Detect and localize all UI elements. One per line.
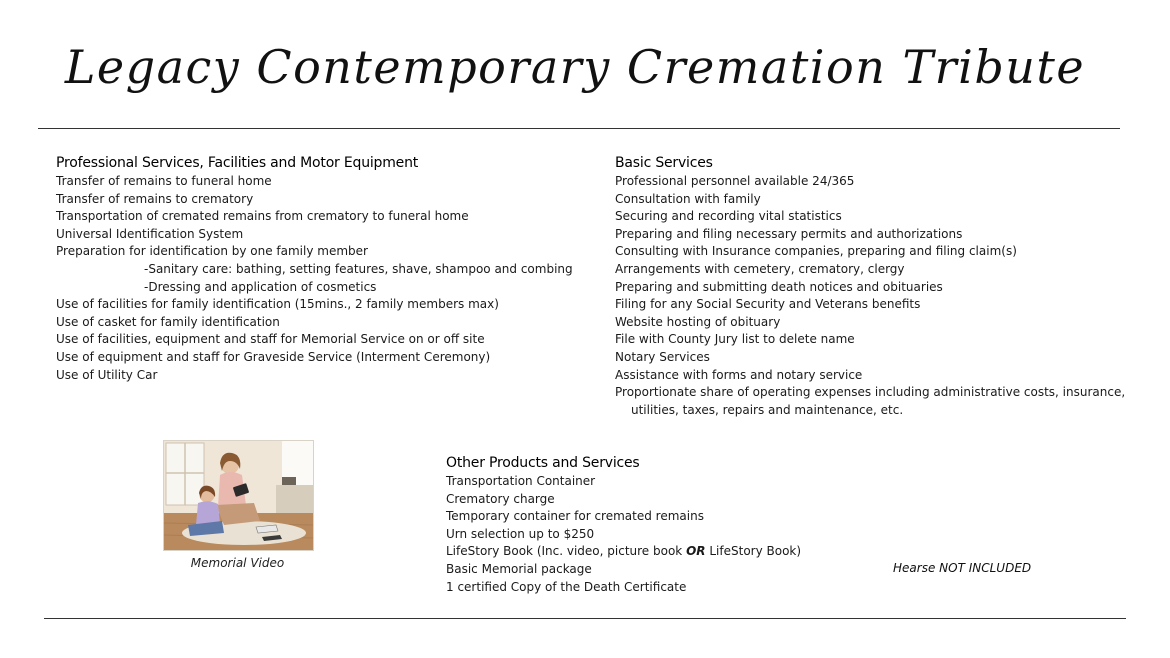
list-item: Filing for any Social Security and Veterans benefits — [615, 297, 921, 312]
list-item: Website hosting of obituary — [615, 314, 781, 329]
list-item: Notary Services — [615, 349, 710, 364]
photo-caption: Memorial Video — [190, 556, 285, 570]
list-item: 1 certified Copy of the Death Certificate — [446, 579, 687, 594]
list-subitem: -Dressing and application of cosmetics — [144, 279, 377, 294]
lifestory-text-part1: LifeStory Book (Inc. video, picture book — [446, 544, 683, 559]
professional-services-list — [56, 173, 573, 384]
list-item: Preparing and submitting death notices and obituaries — [615, 279, 943, 294]
list-item-continuation: utilities, taxes, repairs and maintenance, etc. — [631, 402, 904, 417]
list-item: Consultation with family — [615, 191, 761, 206]
list-subitem: -Sanitary care: bathing, setting features, shave, shampoo and combing — [144, 261, 573, 276]
hearse-note: Hearse NOT INCLUDED — [893, 561, 1032, 575]
lifestory-or-emphasis: OR — [686, 544, 706, 559]
list-item: File with County Jury list to delete name — [615, 332, 855, 347]
list-item: Professional personnel available 24/365 — [615, 174, 855, 188]
list-item: Transfer of remains to funeral home — [56, 174, 272, 188]
professional-services-heading: Professional Services, Facilities and Motor Equipment — [56, 155, 419, 171]
professional-services-section — [56, 154, 573, 384]
list-item: Use of Utility Car — [56, 367, 158, 382]
list-item: Universal Identification System — [56, 226, 244, 241]
list-item-lifestory — [446, 543, 801, 561]
list-item: Arrangements with cemetery, crematory, clergy — [615, 261, 905, 276]
list-item: Temporary container for cremated remains — [446, 509, 704, 524]
list-item: Basic Memorial package — [446, 561, 592, 576]
list-item: Use of casket for family identification — [56, 314, 280, 329]
other-products-section — [446, 454, 801, 596]
list-item: Transportation Container — [446, 474, 596, 488]
list-item: Crematory charge — [446, 491, 555, 506]
lifestory-text-part2: LifeStory Book) — [709, 544, 802, 559]
memorial-video-photo — [163, 440, 314, 551]
list-item: Securing and recording vital statistics — [615, 209, 842, 224]
list-item: Transfer of remains to crematory — [56, 191, 254, 206]
list-item: Use of facilities for family identification (15mins., 2 family members max) — [56, 297, 499, 312]
basic-services-heading: Basic Services — [615, 155, 713, 171]
page-title: Legacy Contemporary Cremation Tribute — [64, 40, 1086, 94]
list-item: Consulting with Insurance companies, preparing and filing claim(s) — [615, 244, 1017, 259]
list-item: Preparing and filing necessary permits and authorizations — [615, 226, 963, 241]
list-item: Proportionate share of operating expenses including administrative costs, insurance, — [615, 385, 1126, 400]
other-products-heading: Other Products and Services — [446, 455, 640, 471]
top-divider — [38, 128, 1120, 129]
list-item: Transportation of cremated remains from crematory to funeral home — [56, 209, 469, 224]
other-products-list — [446, 473, 801, 596]
list-item: Urn selection up to $250 — [446, 526, 595, 541]
list-item: Use of facilities, equipment and staff for Memorial Service on or off site — [56, 332, 485, 347]
list-item: Use of equipment and staff for Graveside Service (Interment Ceremony) — [56, 349, 491, 364]
bottom-divider — [44, 618, 1126, 619]
basic-services-section — [615, 154, 1125, 419]
list-item: Preparation for identification by one family member — [56, 244, 368, 259]
list-item: Assistance with forms and notary service — [615, 367, 863, 382]
basic-services-list — [615, 173, 1125, 419]
